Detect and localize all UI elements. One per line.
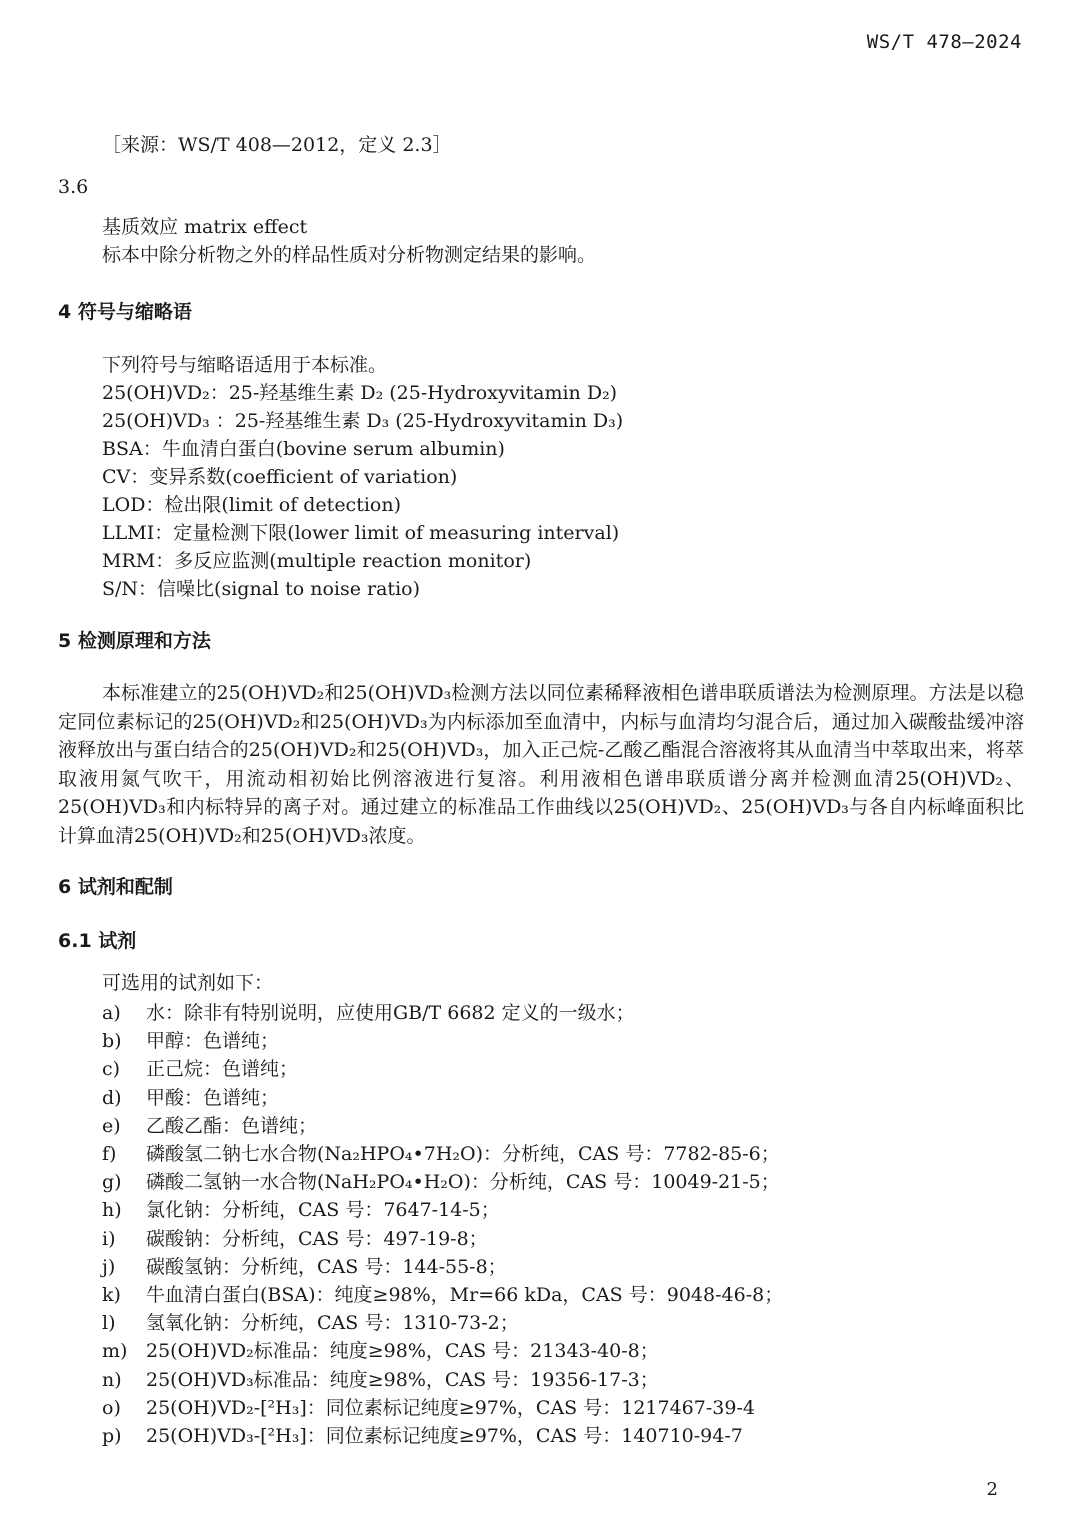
abbreviation-item: S/N：信噪比(signal to noise ratio) xyxy=(102,578,420,600)
reagent-letter: o) xyxy=(102,1396,121,1419)
reagent-letter: f) xyxy=(102,1143,117,1165)
reagent-letter: g) xyxy=(102,1171,122,1194)
reagent-item xyxy=(102,1113,317,1139)
reagent-item xyxy=(102,1169,780,1195)
reagent-item xyxy=(102,1141,780,1167)
reagent-letter: b) xyxy=(102,1030,122,1053)
reagent-item xyxy=(102,1423,743,1449)
reagent-text: 甲酸：色谱纯； xyxy=(146,1086,280,1109)
reagent-text: 25(OH)VD₃标准品：纯度≥98%，CAS 号：19356-17-3； xyxy=(146,1368,659,1391)
reagents-intro: 可选用的试剂如下： xyxy=(102,972,274,994)
reagent-text: 25(OH)VD₂标准品：纯度≥98%，CAS 号：21343-40-8； xyxy=(146,1340,659,1363)
reagent-text: 乙酸乙酯：色谱纯； xyxy=(146,1114,318,1137)
principle-paragraph-rest: 方法是以稳定同位素标记的25(OH)VD₂和25(OH)VD₃为内标添加至血清中，内标与血清均匀混合后，通过加入碳酸盐缓冲溶液释放出与蛋白结合的25(OH)VD₂和25(OH)VD₃，加入正己烷-乙酸乙酯混合溶液将其从血清当中萃取出来，将萃取液用氮气吹干，用流动相初始比例溶液进行复溶。利用液相色谱串联质谱分离并检测血清25(OH)VD₂、25(OH)VD₃和内标特异的离子对。通过建立的标准品工作曲线以25(OH)VD₂、25(OH)VD₃与各自内标峰面积比计算血清25(OH)VD₂和25(OH)VD₃浓度。 xyxy=(58,682,1024,847)
reagent-item xyxy=(102,1338,659,1364)
reagent-letter: c) xyxy=(102,1058,121,1081)
reagent-item xyxy=(102,1254,507,1280)
reagent-item xyxy=(102,1028,279,1054)
section-heading-4: 4 符号与缩略语 xyxy=(58,301,192,323)
reagent-item xyxy=(102,1085,279,1111)
reagent-letter: l) xyxy=(102,1312,116,1335)
reagent-text: 水：除非有特别说明，应使用GB/T 6682 定义的一级水； xyxy=(146,1002,635,1024)
reagent-letter: d) xyxy=(102,1086,122,1109)
abbreviation-item: BSA：牛血清白蛋白(bovine serum albumin) xyxy=(102,438,505,460)
reagent-text: 25(OH)VD₃-[²H₃]：同位素标记纯度≥97%，CAS 号：140710-94-7 xyxy=(146,1425,743,1447)
reagent-letter: a) xyxy=(102,1002,121,1024)
reagent-text: 25(OH)VD₂-[²H₃]：同位素标记纯度≥97%，CAS 号：1217467-39-4 xyxy=(146,1396,755,1419)
reagent-letter: j) xyxy=(102,1255,116,1278)
clause-number-3-6: 3.6 xyxy=(58,176,89,198)
abbreviation-item: 25(OH)VD₂：25-羟基维生素 D₂ (25-Hydroxyvitamin D₂) xyxy=(102,382,618,404)
reagent-text: 碳酸氢钠：分析纯，CAS 号：144-55-8； xyxy=(146,1255,507,1278)
reagent-item xyxy=(102,1226,488,1252)
abbreviation-item: 25(OH)VD₃ ：25-羟基维生素 D₃ (25-Hydroxyvitamin D₃) xyxy=(102,410,624,432)
principle-paragraph-first-sentence: 本标准建立的25(OH)VD₂和25(OH)VD₃检测方法以同位素稀释液相色谱串联质谱法为检测原理。 xyxy=(102,682,929,704)
reagent-letter: m) xyxy=(102,1340,128,1363)
abbreviation-item: MRM：多反应监测(multiple reaction monitor) xyxy=(102,550,532,572)
reagent-text: 磷酸氢二钠七水合物(Na₂HPO₄•7H₂O)：分析纯，CAS 号：7782-85-6； xyxy=(146,1143,780,1165)
source-note: ［来源：WS/T 408—2012，定义 2.3］ xyxy=(102,134,452,156)
reagent-text: 磷酸二氢钠一水合物(NaH₂PO₄•H₂O)：分析纯，CAS 号：10049-21-5； xyxy=(146,1171,780,1194)
reagent-letter: k) xyxy=(102,1284,121,1306)
abbreviations-intro: 下列符号与缩略语适用于本标准。 xyxy=(102,354,388,376)
reagent-item xyxy=(102,1282,783,1308)
reagent-letter: n) xyxy=(102,1368,122,1391)
reagent-item xyxy=(102,1395,755,1421)
term-definition: 标本中除分析物之外的样品性质对分析物测定结果的影响。 xyxy=(102,244,597,266)
reagent-text: 碳酸钠：分析纯，CAS 号：497-19-8； xyxy=(146,1227,488,1250)
reagent-text: 甲醇：色谱纯； xyxy=(146,1030,280,1053)
reagent-text: 牛血清白蛋白(BSA)：纯度≥98%，Mr=66 kDa，CAS 号：9048-46-8； xyxy=(146,1284,784,1306)
reagent-letter: p) xyxy=(102,1425,122,1447)
doc-code-header: WS/T 478—2024 xyxy=(866,31,1022,53)
page-number: 2 xyxy=(986,1479,998,1500)
reagent-letter: i) xyxy=(102,1227,116,1250)
section-heading-5: 5 检测原理和方法 xyxy=(58,630,211,652)
subsection-heading-6-1: 6.1 试剂 xyxy=(58,930,137,952)
principle-paragraph xyxy=(58,679,1024,850)
reagent-text: 氯化钠：分析纯，CAS 号：7647-14-5； xyxy=(146,1199,500,1222)
reagent-item xyxy=(102,1056,298,1082)
reagent-item xyxy=(102,1310,519,1336)
reagent-item xyxy=(102,1000,635,1026)
section-heading-6: 6 试剂和配制 xyxy=(58,876,173,898)
abbreviation-item: LLMI：定量检测下限(lower limit of measuring interval) xyxy=(102,522,620,544)
reagent-item xyxy=(102,1197,500,1223)
abbreviation-item: LOD：检出限(limit of detection) xyxy=(102,494,401,516)
reagent-text: 氢氧化钠：分析纯，CAS 号：1310-73-2； xyxy=(146,1312,519,1335)
reagent-letter: h) xyxy=(102,1199,122,1222)
reagent-text: 正己烷：色谱纯； xyxy=(146,1058,299,1081)
term-matrix-effect: 基质效应 matrix effect xyxy=(102,216,308,238)
reagent-letter: e) xyxy=(102,1114,121,1137)
abbreviation-item: CV：变异系数(coefficient of variation) xyxy=(102,466,458,488)
reagent-item xyxy=(102,1367,659,1393)
